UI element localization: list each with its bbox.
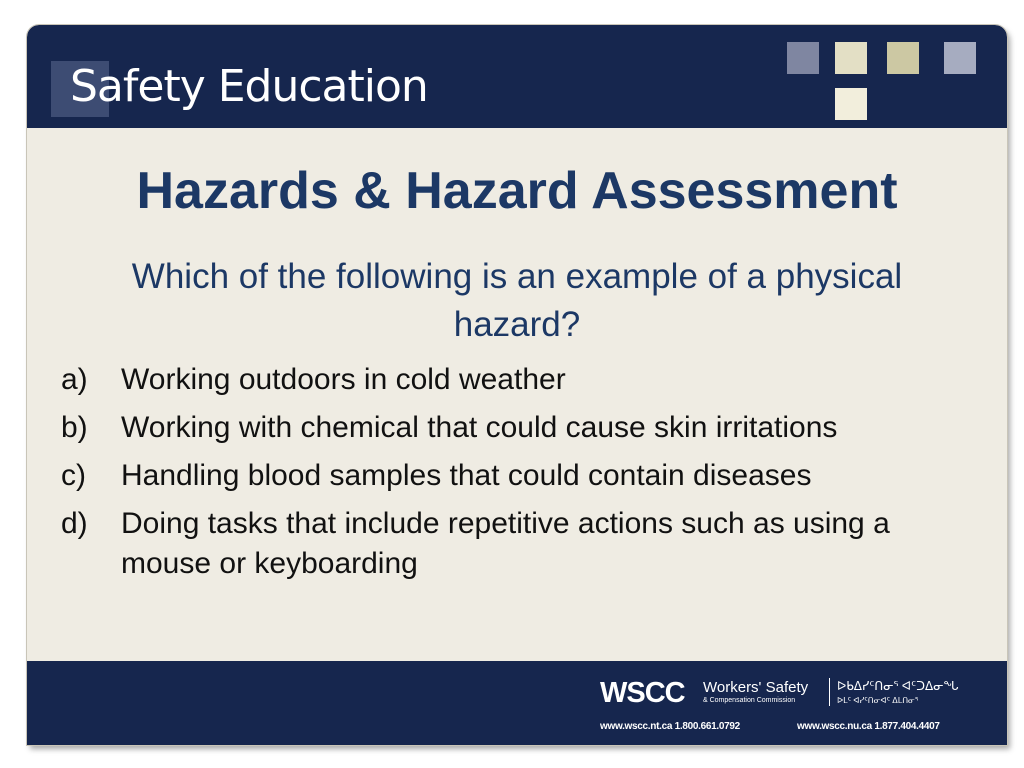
answer-option-c [57,456,977,496]
org-name: Workers' Safety [703,679,809,696]
wscc-logo: WSCC [600,677,685,709]
answer-letter: b) [61,411,88,444]
answer-letter: c) [61,459,86,492]
decorative-square [887,42,919,74]
decorative-square [944,42,976,74]
decorative-square [787,42,819,74]
answer-option-b [57,408,977,448]
answer-letter: d) [61,507,88,540]
answer-text: Doing tasks that include repetitive actions such as using a mouse or keyboarding [121,507,890,580]
syllabics-name-line2: ᐅᒪᑦ ᐊᓯᑦᑎᓂᐊᑦ ᐃᒪᑎᓂᕐ [837,696,919,705]
answer-text: Handling blood samples that could contain diseases [121,459,812,492]
footer-divider [829,678,830,706]
org-subtitle: & Compensation Commission [703,697,796,704]
slide [27,25,1007,745]
answer-option-a [57,360,977,400]
decorative-square [835,88,867,120]
contact-nu: www.wscc.nu.ca 1.877.404.4407 [797,721,940,732]
slide-header [27,25,1007,128]
slide-title: Hazards & Hazard Assessment [136,162,898,220]
answer-text: Working outdoors in cold weather [121,363,566,396]
question-text: Which of the following is an example of a physical hazard? [131,257,903,344]
slide-footer [27,661,1007,745]
syllabics-name-line1: ᐅᑲᐃᓯᑦᑎᓂᕐ ᐊᑦᑐᐃᓂᖓ [837,679,959,693]
answer-list [57,360,977,592]
answer-text: Working with chemical that could cause skin irritations [121,411,838,444]
header-title: Safety Education [70,61,428,112]
decorative-square [835,42,867,74]
answer-letter: a) [61,363,88,396]
contact-nt: www.wscc.nt.ca 1.800.661.0792 [600,721,740,732]
answer-option-d [57,504,977,584]
